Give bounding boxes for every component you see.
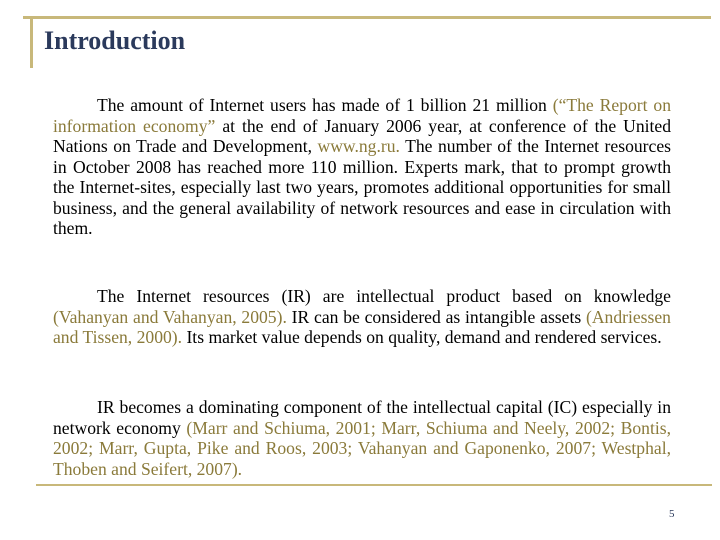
paragraph-intellectual-capital: [53, 397, 671, 479]
paragraph-text: The amount of Internet users has made of 1 billion 21 million: [97, 95, 553, 115]
citation: (Vahanyan and Vahanyan, 2005).: [53, 306, 287, 327]
citation: (Marr and Schiuma, 2001; Marr, Schiuma and Neely, 2002; Bontis, 2002; Marr, Gupta, Pike and Roos, 2003; Vahanyan and Gaponenko, 2007; Westphal, Thoben and Seifert, 2007).: [53, 417, 671, 479]
paragraph-internet-resources: [53, 286, 671, 348]
bottom-horizontal-rule: [36, 484, 712, 486]
paragraph-text: at the end of January 2006 year, at conference of the United Nations on Trade and Development,: [53, 115, 671, 156]
title-accent-vertical-rule: [30, 16, 33, 68]
paragraph-text: The Internet resources (IR) are intellectual product based on knowledge: [97, 286, 671, 306]
page-number: 5: [669, 508, 675, 520]
paragraph-text: IR becomes a dominating component of the intellectual capital (IC) especially in network economy: [53, 397, 671, 438]
paragraph-text: IR can be considered as intangible assets: [286, 306, 586, 327]
paragraph-text: The number of the Internet resources in October 2008 has reached more 110 million. Experts mark, that to prompt growth the Internet-sites, especially last two years, promotes additional opportunities for small business, and the general availability of network resources and ease in circulation with them.: [53, 136, 671, 238]
top-horizontal-rule: [23, 16, 711, 19]
paragraph-internet-users: [53, 95, 671, 239]
citation: www.ng.ru.: [317, 136, 400, 156]
slide-title: Introduction: [44, 26, 186, 55]
citation: (Andriessen and Tissen, 2000).: [53, 306, 671, 347]
paragraph-text: Its market value depends on quality, demand and rendered services.: [182, 327, 662, 347]
citation: (“The Report on information economy”: [53, 95, 671, 136]
